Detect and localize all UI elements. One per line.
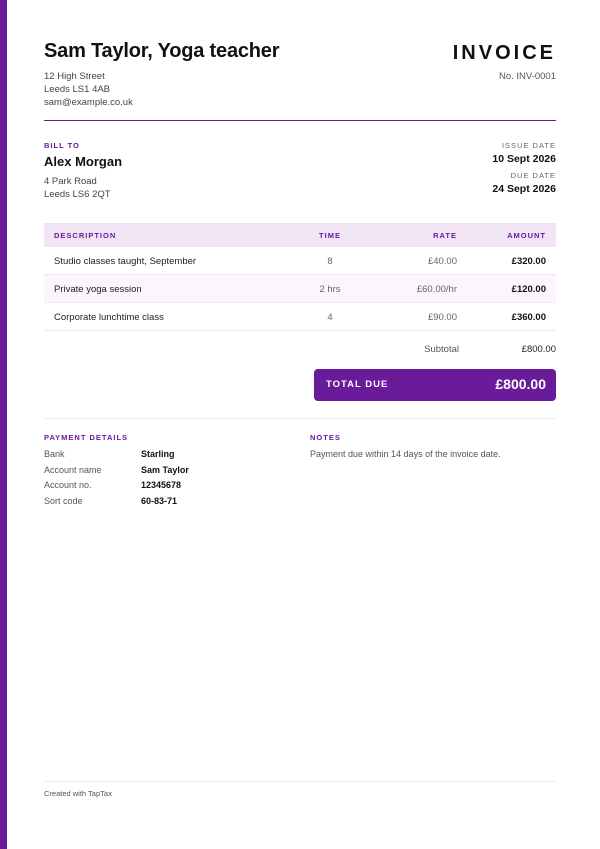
subtotal-value: £800.00 <box>521 344 556 355</box>
payment-value: 60-83-71 <box>141 495 178 506</box>
line-items-table <box>44 223 556 331</box>
seller-address <box>44 70 133 109</box>
payment-row-bank <box>44 449 294 465</box>
table-header <box>44 223 556 247</box>
client-address <box>44 175 344 201</box>
header-divider <box>44 120 556 121</box>
client-address-line2: Leeds LS6 2QT <box>44 189 111 200</box>
dates-section <box>492 141 556 195</box>
row-description: Corporate lunchtime class <box>54 312 164 323</box>
header-rate: RATE <box>433 231 457 240</box>
total-due-value: £800.00 <box>495 376 546 392</box>
payment-details-label: PAYMENT DETAILS <box>44 433 129 442</box>
subtotal-row <box>44 344 556 358</box>
payment-key: Sort code <box>44 495 83 506</box>
invoice-title: INVOICE <box>452 42 556 64</box>
payment-key: Bank <box>44 449 65 459</box>
seller-name: Sam Taylor, Yoga teacher <box>44 40 280 62</box>
subtotal-label: Subtotal <box>424 344 459 355</box>
client-name: Alex Morgan <box>44 154 123 169</box>
row-rate: £40.00 <box>427 256 457 267</box>
payment-row-sort-code <box>44 496 294 512</box>
section-divider <box>44 418 556 419</box>
payment-row-account-name <box>44 465 294 481</box>
table-row <box>44 247 556 275</box>
row-rate: £60.00/hr <box>416 284 457 295</box>
row-description: Studio classes taught, September <box>54 256 197 267</box>
header-description: DESCRIPTION <box>54 231 117 240</box>
notes-section <box>310 433 556 459</box>
payment-row-account-no <box>44 480 294 496</box>
invoice-page <box>44 0 556 849</box>
row-description: Private yoga session <box>54 284 142 295</box>
notes-label: NOTES <box>310 433 341 442</box>
seller-email: sam@example.co.uk <box>44 97 133 108</box>
total-due-box <box>314 369 556 401</box>
payment-value: 12345678 <box>141 480 182 490</box>
seller-address-line1: 12 High Street <box>44 71 105 82</box>
row-amount: £320.00 <box>511 256 546 267</box>
footer-credit: Created with TapTax <box>44 789 112 798</box>
issue-date-value: 10 Sept 2026 <box>492 153 556 165</box>
bill-to-label: BILL TO <box>44 141 80 150</box>
table-row <box>44 275 556 303</box>
invoice-number: No. INV-0001 <box>498 71 556 82</box>
due-date-value: 24 Sept 2026 <box>492 183 556 195</box>
table-row <box>44 303 556 331</box>
row-time: 2 hrs <box>319 284 341 295</box>
payment-key: Account no. <box>44 480 92 490</box>
payment-value: Sam Taylor <box>141 464 189 475</box>
row-amount: £120.00 <box>511 284 546 295</box>
notes-text: Payment due within 14 days of the invoice date. <box>310 449 501 459</box>
payment-value: Starling <box>141 449 175 459</box>
accent-bar <box>0 0 7 849</box>
header-amount: AMOUNT <box>507 231 546 240</box>
bill-to-section <box>44 141 344 201</box>
row-time: 8 <box>327 256 333 267</box>
total-due-label: TOTAL DUE <box>326 379 389 390</box>
due-date-label: DUE DATE <box>510 171 556 180</box>
invoice-header <box>44 40 556 120</box>
row-amount: £360.00 <box>511 312 546 323</box>
client-address-line1: 4 Park Road <box>44 176 97 187</box>
seller-address-line2: Leeds LS1 4AB <box>44 84 111 95</box>
issue-date-label: ISSUE DATE <box>501 141 556 150</box>
header-time: TIME <box>319 231 341 240</box>
payment-details-section <box>44 433 294 511</box>
row-rate: £90.00 <box>427 312 457 323</box>
footer-divider <box>44 781 556 782</box>
payment-key: Account name <box>44 464 102 475</box>
row-time: 4 <box>327 312 333 323</box>
